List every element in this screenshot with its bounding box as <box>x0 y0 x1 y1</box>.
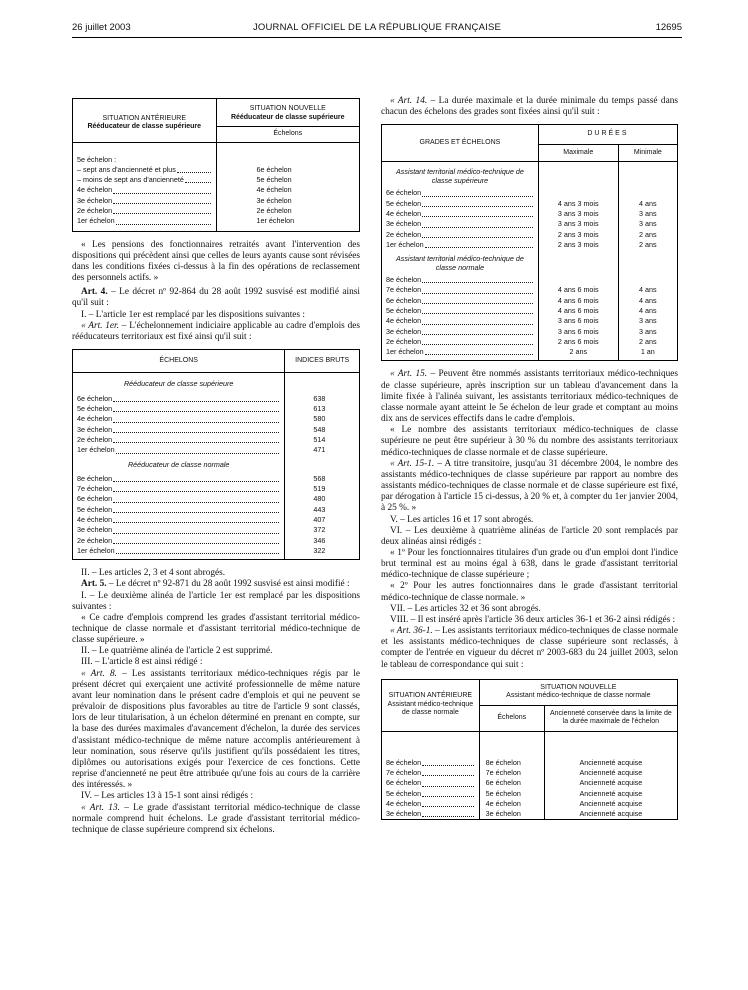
t3-cell-min: 2 ans <box>618 230 677 240</box>
t1-label: – moins de sept ans d'ancienneté <box>77 175 184 185</box>
t4-label: 4e échelon <box>386 798 422 808</box>
t1-cell-a <box>73 165 217 175</box>
t3-cell-e <box>382 337 539 347</box>
t2-cell-i: 514 <box>285 435 360 445</box>
t3-label: 6e échelon <box>386 188 422 198</box>
t2-cell-e <box>73 494 285 504</box>
issue-date: 26 juillet 2003 <box>72 22 131 33</box>
t3-label: 2e échelon <box>386 229 422 239</box>
para-art5 <box>72 579 360 590</box>
t2-row <box>73 525 360 535</box>
t4-cell-a <box>382 778 480 788</box>
para-cadre-emplois: « Ce cadre d'emplois comprend les grades d'assistant territorial médico-technique de classe normale et d'assistant territorial médico-technique de classe supérieure. » <box>72 612 360 646</box>
t3-cell-min: 4 ans <box>618 306 677 316</box>
t2-cell-i: 638 <box>285 394 360 404</box>
t1-cell-b: 2e échelon <box>216 206 360 216</box>
t2-head-indices: INDICES BRUTS <box>285 349 360 373</box>
t2-row <box>73 404 360 414</box>
t3-row <box>382 240 678 250</box>
t2-label: 1er échelon <box>77 545 115 555</box>
t3-label: 3e échelon <box>386 326 422 336</box>
right-column <box>381 96 678 828</box>
para-art1er <box>72 321 360 343</box>
t4-head-anterieure-sub: Assistant médico-technique de classe normale <box>387 700 474 717</box>
art15-1-text: – A titre transitoire, jusqu'au 31 décembre 2004, le nombre des assistants médico-techniques de classe supérieure par rapport au nombre des assistants médico-techniques de classe normale et de classe supérieure est fixé, par dérogation à l'article 15 ci-dessus, à 20 % et, à compter du 1er janvier 2004, à 25 %. » <box>381 458 678 514</box>
t3-cell-min: 3 ans <box>618 209 677 219</box>
t2-label: 7e échelon <box>77 484 113 494</box>
t2-cell-e <box>73 525 285 535</box>
table-indices-bruts <box>72 349 360 560</box>
t3-cell-max: 3 ans 6 mois <box>538 316 618 326</box>
t3-cell-e <box>382 230 539 240</box>
t3-row <box>382 285 678 295</box>
t1-head-col1 <box>73 99 217 143</box>
t2-cell-i: 548 <box>285 425 360 435</box>
t3-cell-min: 2 ans <box>618 240 677 250</box>
art36-1-label: « Art. 36-1. <box>390 626 433 637</box>
t3-cell-max: 4 ans 6 mois <box>538 306 618 316</box>
t2-row <box>73 505 360 515</box>
t3-group-normale: Assistant territorial médico-technique de classe normale <box>396 254 524 273</box>
t4-cell-c: Ancienneté acquise <box>544 789 677 799</box>
t4-row <box>382 799 678 809</box>
t3-cell-e <box>382 275 539 285</box>
para-v: V. – Les articles 16 et 17 sont abrogés. <box>390 514 534 525</box>
para-viii: VIII. – Il est inséré après l'article 36 deux articles 36-1 et 36-2 ainsi rédigés : <box>390 614 676 625</box>
t2-cell-e <box>73 414 285 424</box>
t2-row <box>73 484 360 494</box>
para-ii-abroges: II. – Les articles 2, 3 et 4 sont abrogés. <box>81 568 226 579</box>
t3-cell-min: 4 ans <box>618 285 677 295</box>
art15-1-label: « Art. 15-1. <box>390 458 435 469</box>
t4-cell-a <box>382 789 480 799</box>
t2-cell-e <box>73 546 285 556</box>
t3-row <box>382 306 678 316</box>
t3-cell-max: 2 ans 6 mois <box>538 337 618 347</box>
t4-cell-a <box>382 768 480 778</box>
art4-label: Art. 4. <box>81 287 108 298</box>
para-2o: « 2º Pour les autres fonctionnaires dans le grade d'assistant territorial médico-technique de classe normale. » <box>381 581 678 603</box>
t1-cell-a <box>73 196 217 206</box>
t4-label: 8e échelon <box>386 757 422 767</box>
t2-row <box>73 445 360 455</box>
art8-text: – Les assistants territoriaux médico-techniques régis par le présent décret qui exerçaient une activité professionnelle de même nature avant leur nomination dans le présent cadre d'emplois et qui ne peuvent se prévaloir de dispositions plus favorables au titre de l'article 9 sont classés, lors de leur titularisation, à un échelon déterminé en prenant en compte, sur la base des durées maximales d'avancement d'échelon, la durée des services d'assistant médico-technique de même nature accomplis antérieurement à leur nomination, sous réserve qu'ils justifient qu'ils possédaient les titres, diplômes ou autorisations exigés pour l'exercice de ces fonctions. Cette reprise d'ancienneté ne peut être attribuée qu'une fois au cours de la carrière des intéressés. » <box>72 668 360 791</box>
t3-row <box>382 230 678 240</box>
t4-cell-b: 5e échelon <box>479 789 544 799</box>
art8-label: « Art. 8. <box>81 668 117 679</box>
t2-label: 8e échelon <box>77 473 113 483</box>
t1-head-echelons: Échelons <box>216 127 360 143</box>
t4-cell-a <box>382 799 480 809</box>
t4-label: 7e échelon <box>386 767 422 777</box>
t4-row <box>382 758 678 768</box>
t2-label: 5e échelon <box>77 504 113 514</box>
t3-label: 2e échelon <box>386 336 422 346</box>
t2-cell-i: 322 <box>285 546 360 556</box>
t1-cell-b: 5e échelon <box>216 175 360 185</box>
para-art8 <box>72 669 360 792</box>
t2-label: 1er échelon <box>77 445 115 455</box>
t3-cell-max: 4 ans 3 mois <box>538 199 618 209</box>
t4-cell-b: 6e échelon <box>479 778 544 788</box>
t4-label: 6e échelon <box>386 778 422 788</box>
t3-cell-min <box>618 275 677 285</box>
t1-row <box>73 165 360 175</box>
t3-cell-max: 3 ans 6 mois <box>538 327 618 337</box>
t4-label: 5e échelon <box>386 788 422 798</box>
t2-cell-i: 372 <box>285 525 360 535</box>
t2-cell-i: 613 <box>285 404 360 414</box>
t3-cell-min <box>618 188 677 198</box>
t2-group-normale: Rééducateur de classe normale <box>127 459 230 469</box>
t3-cell-e <box>382 209 539 219</box>
para-art5-iv: IV. – Les articles 13 à 15-1 sont ainsi rédigés : <box>81 791 254 802</box>
t2-cell-e <box>73 474 285 484</box>
t3-row <box>382 188 678 198</box>
t4-head-nouvelle-sub: Assistant médico-technique de classe normale <box>506 692 651 700</box>
t4-cell-b: 8e échelon <box>479 758 544 768</box>
para-nombre-assistants: « Le nombre des assistants territoriaux médico-techniques de classe supérieure ne peut être supérieur à 30 % du nombre des assistants territoriaux médico-techniques de classe normale et de classe supérieure. <box>381 425 678 458</box>
t3-cell-e <box>382 347 539 357</box>
t3-cell-max: 3 ans 3 mois <box>538 209 618 219</box>
header-rule <box>72 37 682 38</box>
t2-cell-e <box>73 445 285 455</box>
t4-cell-a <box>382 758 480 768</box>
t3-cell-e <box>382 219 539 229</box>
t4-head-anterieure <box>382 679 480 731</box>
t3-cell-min: 4 ans <box>618 199 677 209</box>
t2-label: 3e échelon <box>77 525 113 535</box>
t3-cell-e <box>382 240 539 250</box>
t4-row <box>382 789 678 799</box>
t1-head-col2-sub: Rééducateur de classe supérieure <box>230 113 345 121</box>
t2-cell-i: 480 <box>285 494 360 504</box>
t1-row <box>73 185 360 195</box>
t4-cell-b: 3e échelon <box>479 809 544 820</box>
t1-head-col2 <box>216 99 360 127</box>
art4-text: – Le décret nº 92-864 du 28 août 1992 susvisé est modifié ainsi qu'il suit : <box>72 287 360 309</box>
page-number: 12695 <box>655 22 682 33</box>
t3-label: 6e échelon <box>386 295 422 305</box>
art1er-text: – L'échelonnement indiciaire applicable au cadre d'emplois des rééducateurs territoriaux est fixé ainsi qu'il suit : <box>72 320 360 342</box>
t2-cell-e <box>73 484 285 494</box>
t1-cell-b: 6e échelon <box>216 165 360 175</box>
t1-group-5e: 5e échelon : <box>77 154 117 164</box>
t1-label: 4e échelon <box>77 185 113 195</box>
t4-cell-b: 4e échelon <box>479 799 544 809</box>
t1-cell-a <box>73 206 217 216</box>
table-durees <box>381 124 678 361</box>
t3-cell-min: 3 ans <box>618 316 677 326</box>
t3-cell-e <box>382 188 539 198</box>
para-art15 <box>381 369 678 425</box>
t3-cell-min: 2 ans <box>618 337 677 347</box>
t3-head-grades: GRADES ET ÉCHELONS <box>382 125 539 162</box>
t3-cell-min: 3 ans <box>618 327 677 337</box>
para-art13 <box>72 803 360 836</box>
t2-cell-i: 443 <box>285 505 360 515</box>
art15-text: – Peuvent être nommés assistants territoriaux médico-techniques de classe supérieure, après inscription sur un tableau d'avancement dans la limite fixée à l'alinéa suivant, les assistants territoriaux médico-techniques de classe normale ayant atteint le 5e échelon de leur grade et comptant au moins dix ans de services effectifs dans le cadre d'emplois. <box>381 369 678 425</box>
t4-head-anciennete: Ancienneté conservée dans la limite de la durée maximale de l'échelon <box>544 705 677 731</box>
t4-cell-c: Ancienneté acquise <box>544 758 677 768</box>
t4-row <box>382 809 678 820</box>
t3-cell-e <box>382 306 539 316</box>
t2-cell-e <box>73 404 285 414</box>
t3-row <box>382 275 678 285</box>
t2-cell-e <box>73 515 285 525</box>
para-art5-iii: III. – L'article 8 est ainsi rédigé : <box>81 657 203 668</box>
para-art15-1 <box>381 459 678 515</box>
t1-head-col1-sub: Rééducateur de classe supérieure <box>87 123 202 131</box>
t2-label: 4e échelon <box>77 515 113 525</box>
t1-head-col2-title: SITUATION NOUVELLE <box>249 105 326 112</box>
t2-label: 6e échelon <box>77 494 113 504</box>
t2-label: 2e échelon <box>77 434 113 444</box>
t1-row <box>73 216 360 226</box>
para-vi: VI. – Les deuxième à quatrième alinéas de l'article 20 sont remplacés par deux alinéas ainsi rédigés : <box>381 525 678 547</box>
t3-cell-e <box>382 327 539 337</box>
t3-row <box>382 209 678 219</box>
t2-cell-e <box>73 505 285 515</box>
t2-cell-e <box>73 394 285 404</box>
t3-head-minimale: Minimale <box>618 144 677 162</box>
t1-cell-a <box>73 216 217 226</box>
t4-head-nouvelle-title: SITUATION NOUVELLE <box>540 683 617 691</box>
t1-cell-b: 4e échelon <box>216 185 360 195</box>
t2-head-echelons: ÉCHELONS <box>73 349 285 373</box>
t2-cell-i: 346 <box>285 536 360 546</box>
left-column <box>72 92 360 836</box>
t3-cell-max <box>538 275 618 285</box>
t3-head-maximale: Maximale <box>538 144 618 162</box>
t3-row <box>382 316 678 326</box>
t3-label: 7e échelon <box>386 285 422 295</box>
t3-label: 5e échelon <box>386 198 422 208</box>
table-correspondance <box>381 679 678 821</box>
t1-cell-b: 1er échelon <box>216 216 360 226</box>
para-pensions: « Les pensions des fonctionnaires retraités avant l'intervention des dispositions qui précèdent ainsi que celles de leurs ayants cause sont révisées dans les conditions fixées ci-dessus à la fin des opérations de reclassement des personnels actifs. » <box>72 239 360 284</box>
t1-row <box>73 196 360 206</box>
t3-cell-max: 2 ans 3 mois <box>538 230 618 240</box>
t4-row <box>382 768 678 778</box>
t2-row <box>73 425 360 435</box>
art1er-label: « Art. 1er. <box>81 320 119 331</box>
t3-cell-e <box>382 316 539 326</box>
journal-title: JOURNAL OFFICIEL DE LA RÉPUBLIQUE FRANÇAISE <box>252 22 502 33</box>
t3-cell-max <box>538 188 618 198</box>
t4-row <box>382 778 678 788</box>
t3-row <box>382 337 678 347</box>
t3-cell-max: 2 ans 3 mois <box>538 240 618 250</box>
art14-label: « Art. 14. <box>390 96 428 106</box>
para-art14 <box>381 96 678 118</box>
t4-cell-c: Ancienneté acquise <box>544 799 677 809</box>
t2-cell-i: 471 <box>285 445 360 455</box>
t2-row <box>73 515 360 525</box>
t4-head-nouvelle <box>479 679 677 705</box>
art15-label: « Art. 15. <box>390 369 428 380</box>
para-art36-1 <box>381 626 678 671</box>
t3-label: 4e échelon <box>386 208 422 218</box>
t3-label: 1er échelon <box>386 239 424 249</box>
table-reeducateur-reclassement <box>72 98 360 232</box>
t3-row <box>382 199 678 209</box>
t3-row <box>382 296 678 306</box>
t1-head-col1-title: SITUATION ANTÉRIEURE <box>102 114 186 122</box>
t3-cell-e <box>382 199 539 209</box>
t4-head-anterieure-title: SITUATION ANTÉRIEURE <box>388 692 473 700</box>
t4-cell-a <box>382 809 480 820</box>
t2-row <box>73 474 360 484</box>
t1-label: 1er échelon <box>77 216 115 226</box>
t3-head-durees: DURÉES <box>538 125 677 145</box>
t4-cell-c: Ancienneté acquise <box>544 809 677 820</box>
t2-group-superieure: Rééducateur de classe supérieure <box>123 379 234 389</box>
t3-cell-max: 2 ans <box>538 347 618 357</box>
t2-cell-e <box>73 435 285 445</box>
t2-row <box>73 435 360 445</box>
t1-label: – sept ans d'ancienneté et plus <box>77 164 176 174</box>
t3-cell-max: 4 ans 6 mois <box>538 296 618 306</box>
para-vii: VII. – Les articles 32 et 36 sont abrogés. <box>390 603 541 614</box>
t2-row <box>73 394 360 404</box>
para-art4 <box>72 287 360 309</box>
t3-row <box>382 219 678 229</box>
t1-row <box>73 175 360 185</box>
t3-cell-min: 1 an <box>618 347 677 357</box>
t4-cell-c: Ancienneté acquise <box>544 778 677 788</box>
t3-label: 3e échelon <box>386 219 422 229</box>
t3-group-superieure: Assistant territorial médico-technique de classe supérieure <box>396 167 524 186</box>
t4-head-echelons: Échelons <box>479 705 544 731</box>
t2-label: 6e échelon <box>77 393 113 403</box>
t3-cell-min: 3 ans <box>618 219 677 229</box>
t2-row <box>73 536 360 546</box>
t1-cell-a <box>73 175 217 185</box>
t3-cell-max: 4 ans 6 mois <box>538 285 618 295</box>
art36-1-text: – Les assistants territoriaux médico-techniques de classe normale et les assistants médico-techniques de classe supérieure sont reclassés, à compter de l'entrée en vigueur du décret nº 2003-683 du 24 juillet 2003, selon le tableau de correspondance qui suit : <box>381 626 678 670</box>
t3-label: 8e échelon <box>386 275 422 285</box>
t3-row <box>382 327 678 337</box>
para-art5-i: I. – Le deuxième alinéa de l'article 1er est remplacé par les dispositions suivantes : <box>72 590 360 612</box>
t4-cell-b: 7e échelon <box>479 768 544 778</box>
para-art5-ii: II. – Le quatrième alinéa de l'article 2 est supprimé. <box>81 646 273 657</box>
page-header <box>72 22 682 36</box>
t1-row <box>73 206 360 216</box>
t1-cell-a <box>73 185 217 195</box>
art5-text: – Le décret nº 92-871 du 28 août 1992 susvisé est ainsi modifié : <box>106 579 350 590</box>
t3-label: 5e échelon <box>386 305 422 315</box>
t2-label: 5e échelon <box>77 404 113 414</box>
t2-label: 4e échelon <box>77 414 113 424</box>
art5-label: Art. 5. <box>81 579 107 590</box>
t4-label: 3e échelon <box>386 809 422 819</box>
t3-label: 1er échelon <box>386 347 424 357</box>
t3-label: 4e échelon <box>386 316 422 326</box>
t1-label: 3e échelon <box>77 195 113 205</box>
t3-cell-max: 3 ans 3 mois <box>538 219 618 229</box>
t2-cell-i: 580 <box>285 414 360 424</box>
t4-cell-c: Ancienneté acquise <box>544 768 677 778</box>
t1-cell-b: 3e échelon <box>216 196 360 206</box>
t2-cell-i: 407 <box>285 515 360 525</box>
art13-label: « Art. 13. <box>81 802 120 813</box>
art13-text: – Le grade d'assistant territorial médico-technique de classe normale comprend huit échelons. Le grade d'assistant territorial médico-technique de classe supérieure comprend six échelons. <box>72 802 360 835</box>
t2-row <box>73 546 360 556</box>
t1-label: 2e échelon <box>77 205 113 215</box>
t2-cell-e <box>73 425 285 435</box>
t2-label: 3e échelon <box>77 424 113 434</box>
t2-label: 2e échelon <box>77 535 113 545</box>
t3-cell-min: 4 ans <box>618 296 677 306</box>
t3-cell-e <box>382 285 539 295</box>
t3-row <box>382 347 678 357</box>
t2-cell-i: 568 <box>285 474 360 484</box>
para-art4-i: I. – L'article 1er est remplacé par les dispositions suivantes : <box>81 309 305 320</box>
t2-row <box>73 494 360 504</box>
art14-text: – La durée maximale et la durée minimale du temps passé dans chacun des échelons des grades sont fixées ainsi qu'il suit : <box>381 96 678 118</box>
t2-cell-e <box>73 536 285 546</box>
t2-row <box>73 414 360 424</box>
t3-cell-e <box>382 296 539 306</box>
t2-cell-i: 519 <box>285 484 360 494</box>
para-1o: « 1º Pour les fonctionnaires titulaires d'un grade ou d'un emploi dont l'indice brut terminal est au moins égal à 638, dans le grade d'assistant territorial médico-technique de classe supérieure ; <box>381 547 678 581</box>
